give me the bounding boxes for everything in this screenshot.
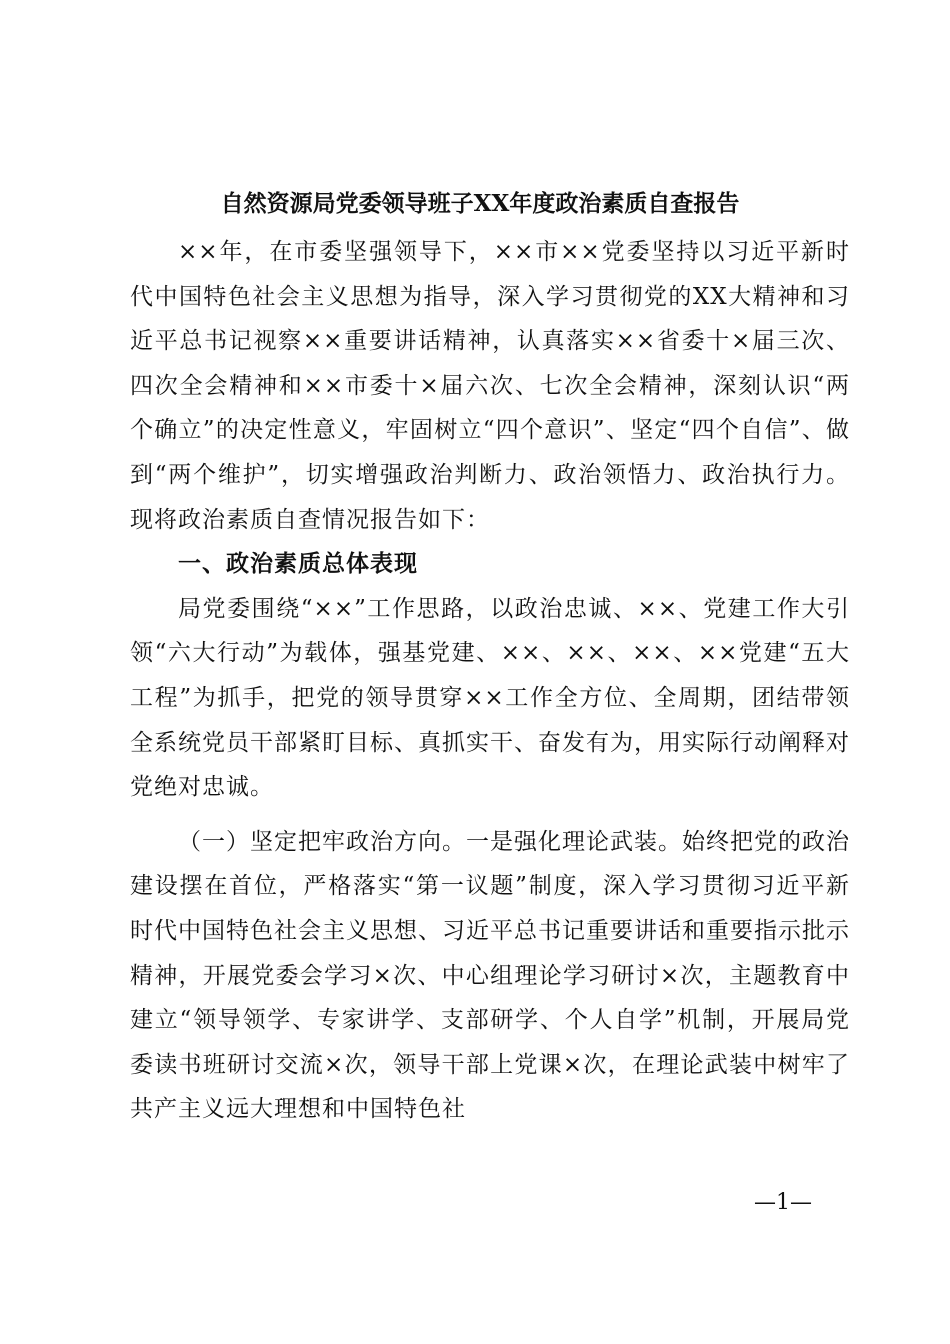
intro-paragraph: ××年，在市委坚强领导下，××市××党委坚持以习近平新时代中国特色社会主义思想为指导，深入学习贯彻党的XX大精神和习近平总书记视察××重要讲话精神，认真落实××省委十×届三次、四次全会精神和××市委十×届六次、七次全会精神，深刻认识“两个确立”的决定性意义，牢固树立“四个意识”、坚定“四个自信”、做到“两个维护”，切实增强政治判断力、政治领悟力、政治执行力。现将政治素质自查情况报告如下： — [130, 239, 850, 533]
body-paragraph: 局党委围绕“××”工作思路，以政治忠诚、××、党建工作大引领“六大行动”为载体，强基党建、××、××、××、××党建“五大工程”为抓手，把党的领导贯穿××工作全方位、全周期，团结带领全系统党员干部紧盯目标、真抓实干、奋发有为，用实际行动阐释对党绝对忠诚。 — [130, 595, 850, 801]
section-heading: 一、政治素质总体表现 — [178, 550, 418, 578]
page-number: —1— — [754, 1190, 812, 1215]
document-body — [130, 230, 850, 1132]
page-title: 自然资源局党委领导班子XX年度政治素质自查报告 — [220, 190, 740, 217]
body-paragraph: （一）坚定把牢政治方向。一是强化理论武装。始终把党的政治建设摆在首位，严格落实“第一议题”制度，深入学习贯彻习近平新时代中国特色社会主义思想、习近平总书记重要讲话和重要指示批示精神，开展党委会学习×次、中心组理论学习研讨×次，主题教育中建立“领导领学、专家讲学、支部研学、个人自学”机制，开展局党委读书班研讨交流×次，领导干部上党课×次，在理论武装中树牢了共产主义远大理想和中国特色社 — [130, 828, 850, 1123]
